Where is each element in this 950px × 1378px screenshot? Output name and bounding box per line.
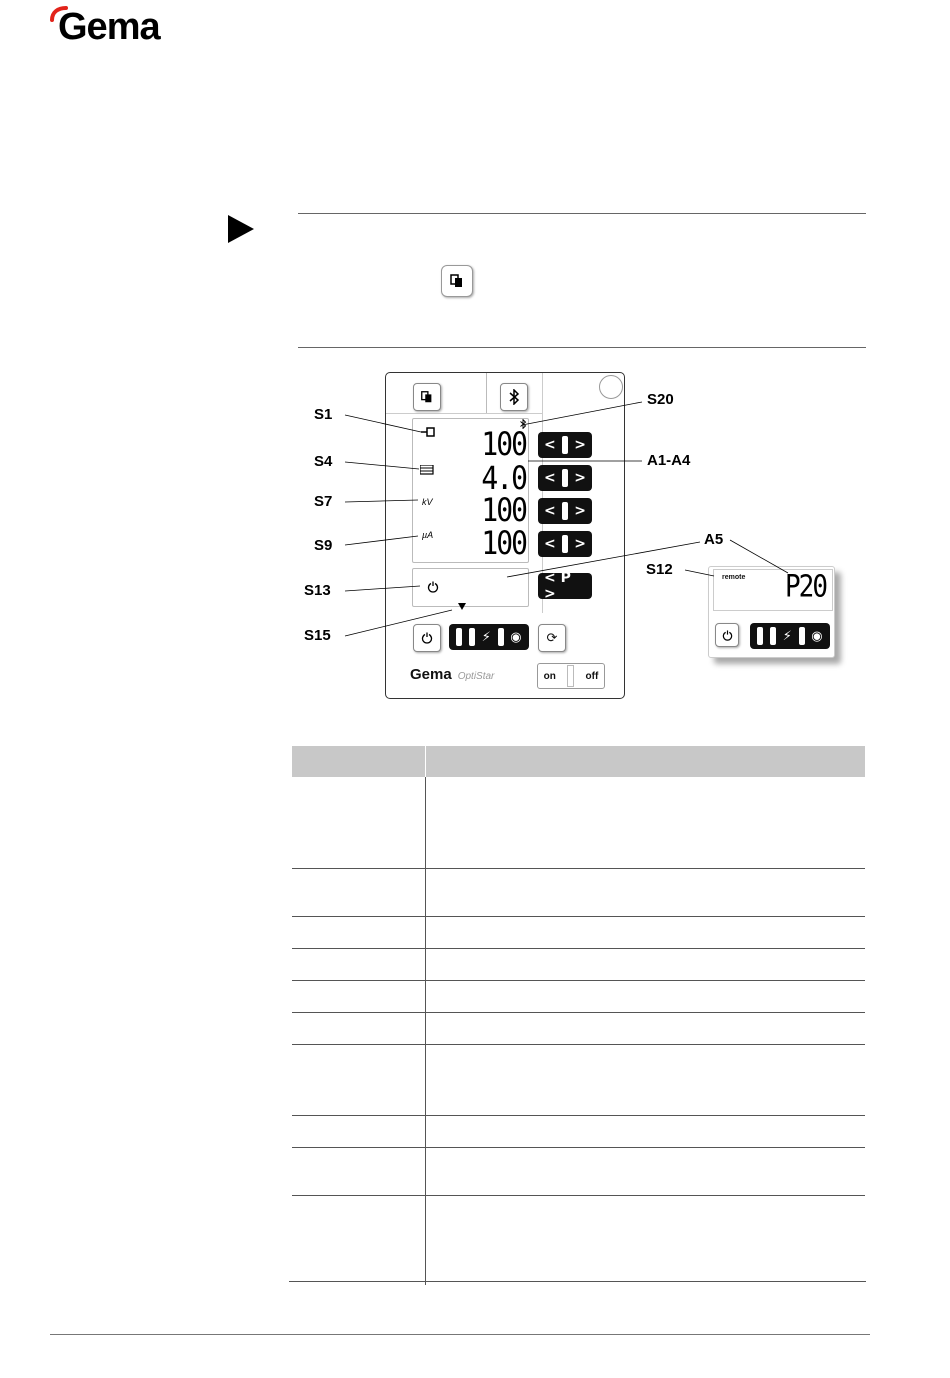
callout-s4: S4 [314,453,333,470]
value-display-4: 100 [481,524,526,562]
reset-icon: ⟳ [546,630,558,645]
callout-s20: S20 [647,391,674,408]
adjust-buttons-1[interactable]: < > [538,432,592,458]
value-display-2: 4.0 [481,459,526,497]
table-row [292,981,865,1013]
callout-s1: S1 [314,406,333,423]
table-header [292,746,865,777]
off-label: off [585,670,599,682]
table-row [292,917,865,949]
remote-label: remote [722,574,746,581]
adjust-buttons-3[interactable]: < > [538,498,592,524]
callout-s15: S15 [304,627,331,644]
program-buttons[interactable]: < P > [538,573,592,599]
value-display-3: 100 [481,491,526,529]
table-row [292,869,865,917]
callout-a5: A5 [704,531,724,548]
mode-selector[interactable]: ⚡ ◉ [449,624,529,650]
callout-s13: S13 [304,582,331,599]
description-table [292,746,865,1285]
callout-s12: S12 [646,561,673,578]
value-display-1: 100 [481,425,526,463]
logo-text: Gema [58,6,160,48]
table-row [292,1045,865,1116]
adjust-buttons-4[interactable]: < > [538,531,592,557]
callout-s9: S9 [314,537,333,554]
on-label: on [543,670,556,682]
table-row [292,1013,865,1045]
kv-label: kV [422,497,433,507]
callout-s7: S7 [314,493,333,510]
callout-a1-a4: A1-A4 [647,452,691,469]
footer-rule [50,1334,870,1335]
table-row [292,1148,865,1196]
program-display: P20 [785,570,826,605]
table-row [292,1196,865,1285]
adjust-buttons-2[interactable]: < > [538,465,592,491]
ua-label: µA [422,530,434,540]
table-row [292,777,865,869]
table-row [292,1116,865,1148]
inset-mode-selector: ⚡ ◉ [750,623,830,649]
table-row [292,949,865,981]
table-bottom-rule [289,1281,866,1282]
device-brand: Gema OptiStar [410,666,495,683]
